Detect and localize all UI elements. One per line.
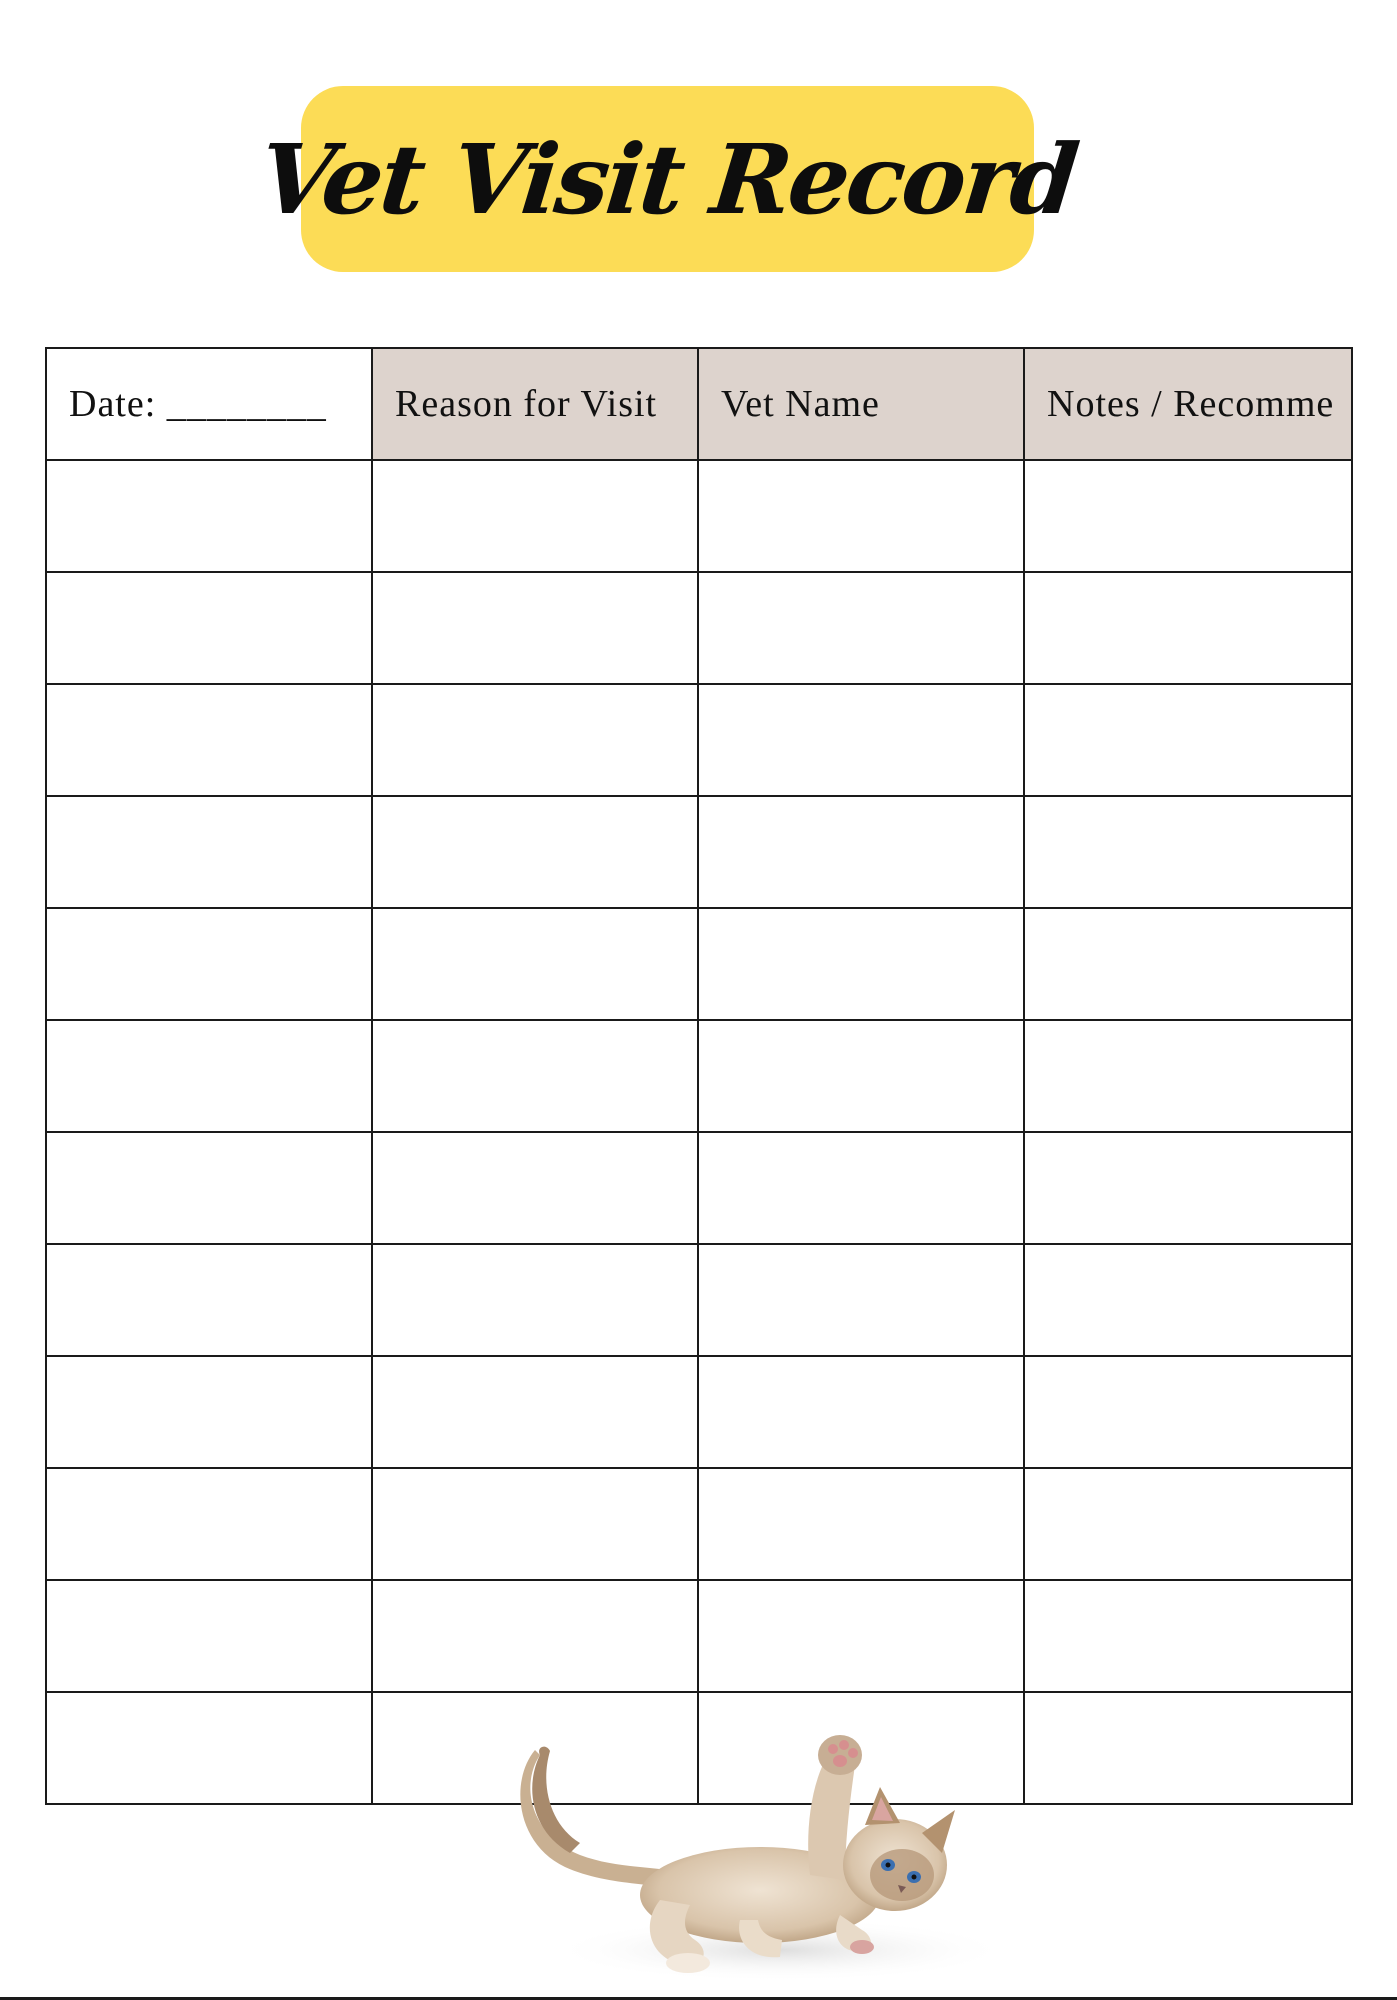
table-cell[interactable] (46, 1692, 372, 1804)
table-cell[interactable] (372, 1244, 698, 1356)
table-row (46, 684, 1352, 796)
table-cell[interactable] (698, 684, 1024, 796)
table-cell[interactable] (1024, 460, 1352, 572)
table-cell[interactable] (46, 1244, 372, 1356)
table-cell[interactable] (46, 908, 372, 1020)
table-cell[interactable] (698, 1020, 1024, 1132)
table-cell[interactable] (1024, 1580, 1352, 1692)
header-notes: Notes / Recomme (1024, 348, 1352, 460)
table-cell[interactable] (1024, 1692, 1352, 1804)
table-cell[interactable] (372, 684, 698, 796)
table-cell[interactable] (46, 796, 372, 908)
table-cell[interactable] (1024, 1020, 1352, 1132)
table-cell[interactable] (698, 796, 1024, 908)
table-cell[interactable] (372, 1132, 698, 1244)
table-cell[interactable] (46, 1020, 372, 1132)
header-vet-name: Vet Name (698, 348, 1024, 460)
table-cell[interactable] (698, 1132, 1024, 1244)
table-cell[interactable] (46, 1580, 372, 1692)
table-cell[interactable] (698, 1356, 1024, 1468)
table-cell[interactable] (698, 1580, 1024, 1692)
table-cell[interactable] (46, 572, 372, 684)
table-row (46, 1244, 1352, 1356)
vet-visit-table (45, 347, 1353, 1805)
table-cell[interactable] (698, 460, 1024, 572)
table-cell[interactable] (1024, 1356, 1352, 1468)
kitten-illustration (510, 1725, 1030, 1990)
page-title: Vet Visit Record (254, 122, 1082, 236)
table-cell[interactable] (1024, 684, 1352, 796)
table-cell[interactable] (698, 1244, 1024, 1356)
table-cell[interactable] (698, 572, 1024, 684)
header-date: Date: ________ (46, 348, 372, 460)
table-cell[interactable] (372, 908, 698, 1020)
table-cell[interactable] (372, 1020, 698, 1132)
table-cell[interactable] (698, 908, 1024, 1020)
table-row (46, 572, 1352, 684)
vet-visit-table-container (45, 347, 1351, 1785)
table-cell[interactable] (1024, 1468, 1352, 1580)
table-cell[interactable] (46, 684, 372, 796)
header-reason-for-visit: Reason for Visit (372, 348, 698, 460)
table-cell[interactable] (1024, 1244, 1352, 1356)
title-banner (254, 86, 1082, 272)
table-row (46, 460, 1352, 572)
table-cell[interactable] (46, 1356, 372, 1468)
table-body (46, 460, 1352, 1804)
table-cell[interactable] (372, 1356, 698, 1468)
table-row (46, 908, 1352, 1020)
table-row (46, 1132, 1352, 1244)
table-cell[interactable] (372, 460, 698, 572)
table-cell[interactable] (372, 1468, 698, 1580)
table-cell[interactable] (1024, 908, 1352, 1020)
table-row (46, 1580, 1352, 1692)
table-row (46, 1356, 1352, 1468)
table-cell[interactable] (372, 572, 698, 684)
table-cell[interactable] (1024, 796, 1352, 908)
table-cell[interactable] (46, 460, 372, 572)
table-cell[interactable] (1024, 1132, 1352, 1244)
table-cell[interactable] (698, 1468, 1024, 1580)
table-cell[interactable] (372, 1580, 698, 1692)
table-cell[interactable] (1024, 572, 1352, 684)
table-header-row (46, 348, 1352, 460)
table-row (46, 796, 1352, 908)
table-row (46, 1020, 1352, 1132)
table-cell[interactable] (372, 796, 698, 908)
table-cell[interactable] (46, 1132, 372, 1244)
table-cell[interactable] (46, 1468, 372, 1580)
table-row (46, 1468, 1352, 1580)
